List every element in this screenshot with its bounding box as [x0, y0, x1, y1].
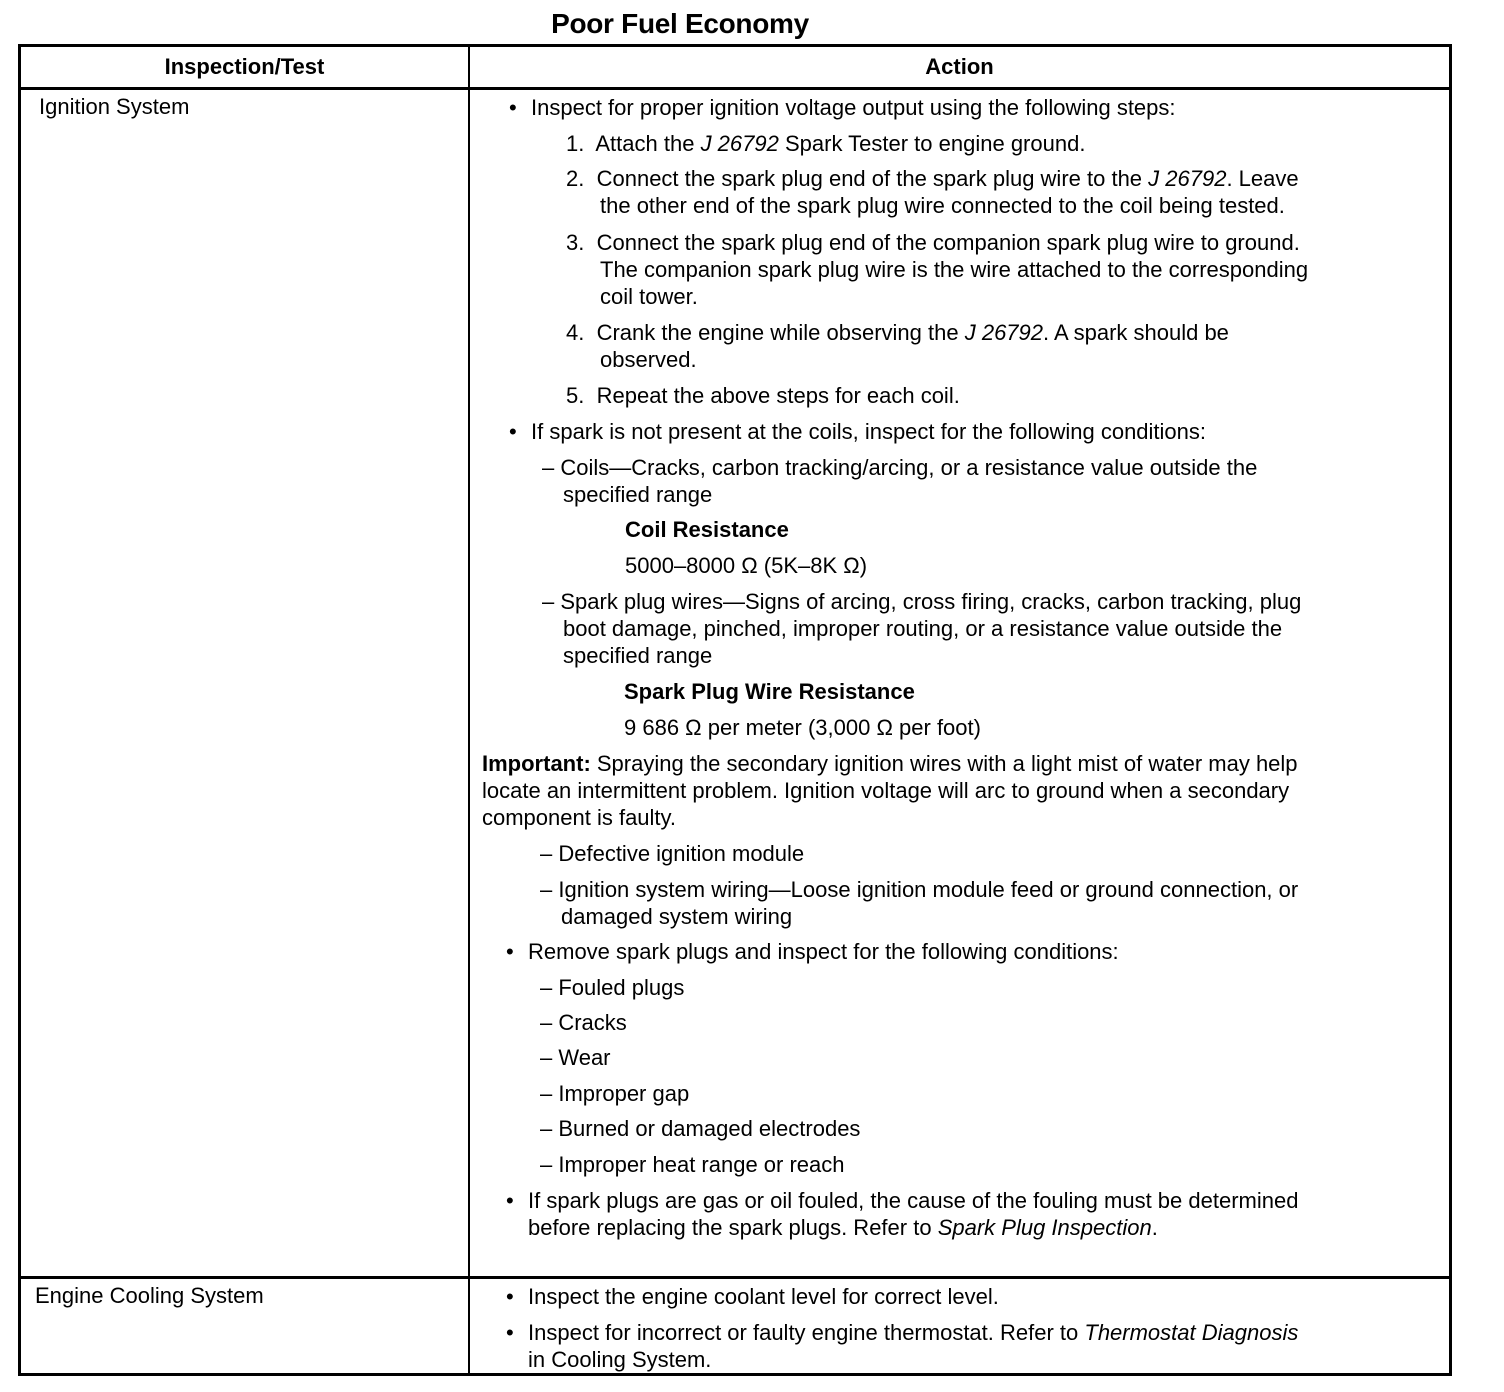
column-header-action: Action [925, 54, 994, 79]
bullet-item: • If spark is not present at the coils, inspect for the following conditions: [531, 418, 1206, 445]
bullet-item: • Inspect for proper ignition voltage output using the following steps: [531, 94, 1176, 121]
bullet-item: • Remove spark plugs and inspect for the following conditions: [528, 938, 1119, 965]
coil-resistance-label: Coil Resistance [625, 517, 789, 542]
bullet-item-cont: in Cooling System. [528, 1347, 712, 1372]
plug-condition: – Cracks [540, 1010, 627, 1035]
wire-resistance-value: 9 686 Ω per meter (3,000 Ω per foot) [624, 715, 981, 740]
plug-condition: – Improper heat range or reach [540, 1152, 845, 1177]
step-2-cont: the other end of the spark plug wire connected to the coil being tested. [600, 193, 1285, 218]
step-3-cont: coil tower. [600, 284, 698, 309]
page-title: Poor Fuel Economy [551, 8, 809, 39]
wires-condition-cont: specified range [563, 643, 713, 668]
wire-resistance-label: Spark Plug Wire Resistance [624, 679, 915, 704]
column-header-inspection: Inspection/Test [21, 47, 470, 87]
step-3: 3. Connect the spark plug end of the companion spark plug wire to ground. [566, 230, 1300, 255]
table-header [21, 47, 1449, 90]
inspection-cell: Engine Cooling System [21, 1279, 470, 1373]
coils-condition-cont: specified range [563, 482, 713, 507]
plug-condition: – Fouled plugs [540, 975, 685, 1000]
wires-condition: – Spark plug wires—Signs of arcing, cross firing, cracks, carbon tracking, plug [542, 589, 1302, 614]
coil-resistance-value: 5000–8000 Ω (5K–8K Ω) [625, 553, 868, 578]
action-cell [470, 1279, 1449, 1373]
diagnosis-table [18, 44, 1452, 1376]
spark-plug-inspection-link[interactable]: Spark Plug Inspection [937, 1215, 1152, 1240]
plug-condition: – Improper gap [540, 1081, 690, 1106]
bullet-item: • If spark plugs are gas or oil fouled, the cause of the fouling must be determined [528, 1187, 1298, 1214]
step-5: 5. Repeat the above steps for each coil. [566, 383, 960, 408]
wiring-condition: – Ignition system wiring—Loose ignition module feed or ground connection, or [540, 877, 1299, 902]
step-2: 2. Connect the spark plug end of the spark plug wire to the J 26792. Leave [566, 166, 1299, 191]
module-condition: – Defective ignition module [540, 841, 805, 866]
bullet-item-cont: before replacing the spark plugs. Refer to Spark Plug Inspection. [528, 1215, 1158, 1240]
bullet-item: • Inspect for incorrect or faulty engine thermostat. Refer to Thermostat Diagnosis [528, 1319, 1298, 1346]
action-cell [470, 90, 1449, 1276]
thermostat-diagnosis-link[interactable]: Thermostat Diagnosis [1084, 1320, 1299, 1345]
step-4: 4. Crank the engine while observing the J 26792. A spark should be [566, 320, 1229, 345]
wiring-condition-cont: damaged system wiring [561, 904, 793, 929]
bullet-item: • Inspect the engine coolant level for correct level. [528, 1283, 999, 1310]
plug-condition: – Burned or damaged electrodes [540, 1116, 861, 1141]
table-row [21, 1279, 1449, 1373]
table-row [21, 90, 1449, 1279]
wires-condition-cont: boot damage, pinched, improper routing, or a resistance value outside the [563, 616, 1283, 641]
important-note-cont: locate an intermittent problem. Ignition voltage will arc to ground when a secondary [482, 778, 1290, 803]
plug-condition: – Wear [540, 1045, 611, 1070]
step-4-cont: observed. [600, 347, 697, 372]
important-note: Important: Spraying the secondary ignition wires with a light mist of water may help [482, 751, 1298, 776]
coils-condition: – Coils—Cracks, carbon tracking/arcing, or a resistance value outside the [542, 455, 1258, 480]
step-3-cont: The companion spark plug wire is the wire attached to the corresponding [600, 257, 1309, 282]
inspection-cell: Ignition System [21, 90, 470, 1276]
step-1: 1. Attach the J 26792 Spark Tester to engine ground. [566, 131, 1086, 156]
important-note-cont: component is faulty. [482, 805, 677, 830]
